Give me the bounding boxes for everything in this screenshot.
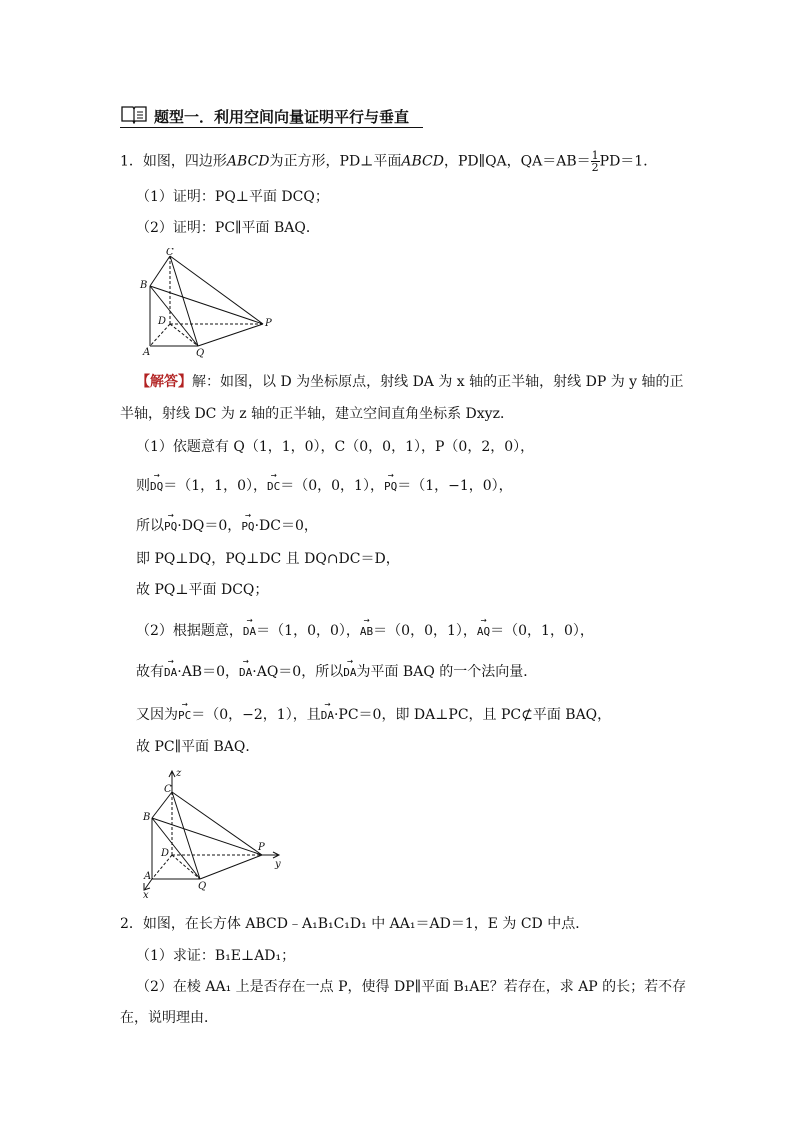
stem-text: 如图，四边形 [142, 153, 227, 170]
frac-den: 2 [591, 161, 599, 174]
fig2-label-y: y [275, 859, 281, 870]
vector-da: → DA [321, 706, 334, 726]
vector-pq: → PQ [384, 477, 397, 497]
problem-number: 1． [120, 153, 143, 170]
fig1-label-c: C [166, 248, 174, 258]
fig1-label-q: Q [196, 348, 205, 359]
stem-text: ，PD∥QA， [443, 153, 521, 170]
step-text: ·AB＝0， [177, 664, 240, 680]
vector-da: → DA [243, 622, 256, 642]
step-text: ·DQ＝0， [177, 518, 242, 534]
title-underline [120, 127, 423, 128]
stem-text: ABCD [226, 153, 270, 170]
solution-step-6 [136, 621, 594, 642]
fig2-label-p: P [258, 842, 265, 853]
stem-text: 如图，在长方体 ABCD﹣A₁B₁C₁D₁ 中 AA₁＝AD＝1，E 为 CD 中点． [142, 916, 590, 932]
fig2-label-q: Q [198, 881, 207, 892]
fig1-label-d: D [158, 316, 167, 327]
step-text: （2）根据题意， [136, 623, 243, 639]
answer-tag: 【解答】 [136, 374, 192, 390]
vector-ab: → AB [360, 622, 373, 642]
vector-dq: → DQ [150, 477, 163, 497]
solution-step-3 [136, 516, 318, 537]
fig2-label-z: z [176, 768, 182, 779]
problem-number: 2． [120, 916, 143, 932]
section-title [120, 104, 409, 128]
step-text: ·DC＝0， [254, 518, 318, 534]
figure-1 [138, 248, 278, 360]
step-text: 为平面 BAQ 的一个法向量． [356, 664, 538, 680]
step-text: ＝（0，0，1）， [280, 478, 384, 494]
solution-step-8 [136, 705, 611, 726]
problem2-q2-cont: 在，说明理由． [120, 1010, 218, 1026]
fig2-label-c: C [164, 784, 172, 795]
figure-2 [138, 766, 286, 900]
solution-step-1: （1）依题意有 Q（1，1，0），C（0，0，1），P（0，2，0）， [136, 439, 535, 455]
problem1-q1: （1）证明：PQ⊥平面 DCQ； [136, 189, 329, 205]
solution-step-7 [136, 662, 537, 683]
vector-pc: → PC [178, 706, 191, 726]
vector-pq: → PQ [164, 517, 177, 537]
step-text: 所以 [136, 518, 164, 534]
fig1-label-a: A [143, 347, 151, 358]
step-text: ＝（1，−1，0）， [397, 478, 513, 494]
answer-line-2: 半轴，射线 DC 为 z 轴的正半轴，建立空间直角坐标系 Dxyz． [120, 406, 514, 422]
fraction-half [591, 150, 600, 173]
vector-da: → DA [343, 663, 356, 683]
solution-step-5: 故 PQ⊥平面 DCQ； [136, 582, 269, 598]
step-text: ＝（0，−2，1），且 [191, 707, 321, 723]
step-text: 故有 [136, 664, 164, 680]
problem2-stem [120, 914, 589, 934]
step-text: ＝（1，1，0）， [163, 478, 267, 494]
vector-dc: → DC [267, 477, 280, 497]
stem-text: QA＝AB＝ [520, 153, 591, 170]
step-text: 则 [136, 478, 150, 494]
answer-line-1 [136, 372, 684, 392]
fig2-label-a: A [144, 871, 152, 882]
solution-step-9: 故 PC∥平面 BAQ． [136, 739, 260, 755]
step-text: ＝（0，1，0）， [490, 623, 594, 639]
vector-da: → DA [239, 663, 252, 683]
solution-step-4: 即 PQ⊥DQ，PQ⊥DC 且 DQ∩DC＝D， [136, 551, 400, 567]
problem2-q2: （2）在棱 AA₁ 上是否存在一点 P，使得 DP∥平面 B₁AE？若存在，求 AP 的长；若不存 [136, 979, 687, 995]
vector-pq: → PQ [241, 517, 254, 537]
book-icon [120, 104, 148, 128]
fig2-label-x: x [143, 890, 149, 900]
vector-aq: → AQ [477, 622, 490, 642]
problem1-stem [120, 150, 657, 173]
step-text: 又因为 [136, 707, 178, 723]
step-text: ＝（1，0，0）， [256, 623, 360, 639]
step-text: ·AQ＝0，所以 [252, 664, 344, 680]
problem2-q1: （1）求证：B₁E⊥AD₁； [136, 948, 296, 964]
problem1-q2: （2）证明：PC∥平面 BAQ． [136, 220, 320, 236]
fig2-label-b: B [143, 812, 151, 823]
solution-step-2 [136, 476, 513, 497]
step-text: ＝（0，0，1）， [373, 623, 477, 639]
fig1-label-b: B [140, 280, 148, 291]
step-text: ·PC＝0，即 DA⊥PC，且 PC⊄平面 BAQ， [333, 707, 612, 723]
fig1-label-p: P [265, 318, 272, 329]
answer-text: 解：如图，以 D 为坐标原点，射线 DA 为 x 轴的正半轴，射线 DP 为 y 轴的正 [192, 374, 684, 390]
fig2-label-d: D [161, 848, 170, 859]
stem-text: ABCD [401, 153, 444, 170]
section-title-text: 题型一．利用空间向量证明平行与垂直 [154, 107, 410, 126]
stem-text: 为正方形， [269, 153, 340, 170]
stem-text: PD＝1． [599, 153, 658, 170]
stem-text: PD⊥平面 [339, 153, 402, 170]
vector-da: → DA [164, 663, 177, 683]
frac-num: 1 [591, 149, 599, 162]
